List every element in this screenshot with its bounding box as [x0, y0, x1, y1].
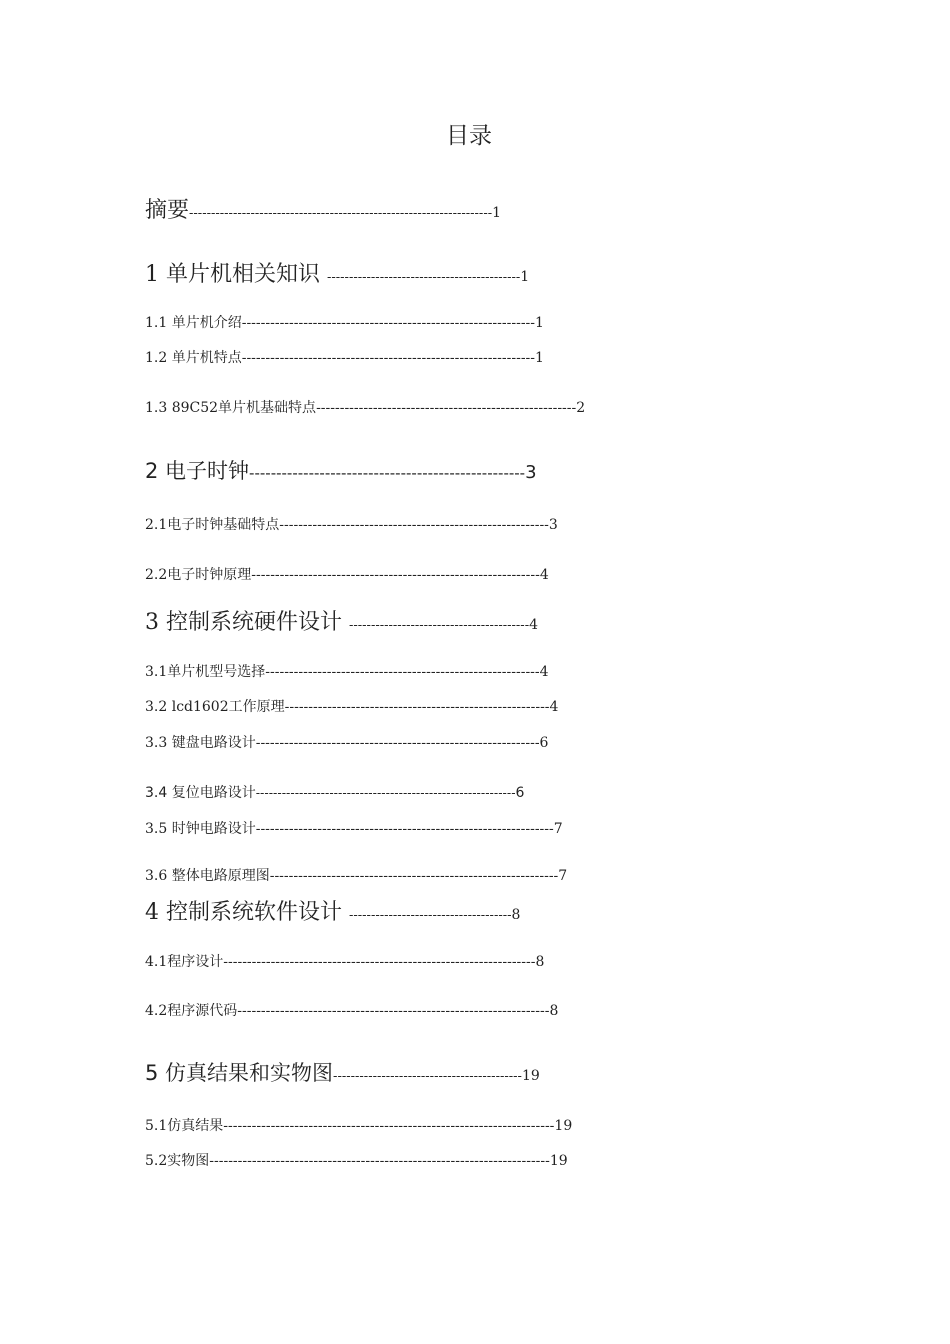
- toc-entry-label: 1 单片机相关知识: [145, 262, 327, 287]
- toc-entry: [145, 568, 549, 582]
- toc-entry: [145, 822, 563, 836]
- toc-entry-leader: ----------------------------------------------------------------------: [223, 1118, 555, 1134]
- toc-entry-label: 5.2实物图: [145, 1153, 210, 1169]
- toc-entry-leader: ---------------------------------------------------------: [279, 517, 549, 533]
- toc-entry-page: 4: [549, 699, 559, 715]
- toc-entry-leader: --------------------------------------------------------------: [241, 350, 536, 366]
- toc-entry-label: 3 控制系统硬件设计: [145, 610, 349, 635]
- toc-entry-page: 8: [535, 954, 545, 970]
- toc-entry-label: 4 控制系统软件设计: [145, 900, 349, 925]
- toc-entry: [145, 786, 524, 800]
- toc-entry: [145, 200, 501, 222]
- toc-entry-leader: ------------------------------------------------------------------: [237, 1003, 550, 1019]
- toc-entry-page: 1: [535, 315, 544, 331]
- toc-entry-leader: ------------------------------------------------------------: [255, 735, 540, 751]
- toc-entry: [145, 1004, 558, 1018]
- toc-entry-leader: ---------------------------------------------------------------: [255, 821, 554, 837]
- toc-entry: [145, 1154, 568, 1168]
- toc-entry-label: 3.4 复位电路设计: [145, 785, 256, 801]
- toc-entry-page: 3: [525, 462, 537, 483]
- toc-entry-label: 4.2程序源代码: [145, 1003, 238, 1019]
- toc-entry: [145, 1063, 540, 1084]
- toc-entry-leader: -------------------------------------: [348, 908, 512, 923]
- toc-entry-page: 19: [554, 1118, 573, 1134]
- toc-entry-label: 5 仿真结果和实物图: [145, 1061, 334, 1085]
- toc-entry-leader: ------------------------------------------------------------------------: [209, 1153, 550, 1169]
- toc-entry-page: 4: [539, 664, 549, 680]
- toc-entry-page: 2: [576, 400, 586, 416]
- toc-entry-leader: -------------------------------------------------------------: [269, 868, 559, 884]
- toc-entry: [145, 351, 544, 365]
- toc-entry-label: 3.5 时钟电路设计: [145, 821, 256, 837]
- toc-entry-leader: ----------------------------------------------------------: [265, 664, 540, 680]
- toc-entry: [145, 955, 544, 969]
- toc-entry: [145, 700, 558, 714]
- toc-entry-leader: ---------------------------------------------------: [249, 464, 526, 482]
- toc-entry-leader: --------------------------------------------------------------: [241, 315, 536, 331]
- toc-entry-leader: -----------------------------------------: [348, 618, 530, 633]
- toc-entry-label: 2.2电子时钟原理: [145, 567, 252, 583]
- toc-entry: [145, 869, 567, 883]
- toc-entry: [145, 264, 529, 286]
- toc-entry-label: 摘要: [145, 198, 190, 223]
- toc-entry-label: 5.1仿真结果: [145, 1118, 224, 1134]
- toc-entry-label: 1.1 单片机介绍: [145, 315, 242, 331]
- toc-entry-page: 1: [520, 269, 530, 285]
- toc-entry: [145, 518, 558, 532]
- toc-entry-page: 1: [535, 350, 544, 366]
- toc-entry: [145, 316, 544, 330]
- toc-entry: [145, 401, 585, 415]
- toc-entry: [145, 461, 537, 482]
- toc-entry-leader: -------------------------------------------: [333, 1069, 522, 1084]
- toc-entry-label: 3.3 键盘电路设计: [145, 735, 256, 751]
- toc-entry-page: 7: [553, 821, 563, 837]
- toc-entry-leader: -------------------------------------------------------: [316, 400, 577, 416]
- toc-entry-page: 8: [511, 907, 521, 923]
- toc-entry: [145, 1119, 572, 1133]
- toc-entry-page: 6: [539, 735, 549, 751]
- toc-entry-label: 3.6 整体电路原理图: [145, 868, 270, 884]
- toc-entry-page: 1: [492, 205, 502, 221]
- toc-title: 目录: [446, 123, 492, 149]
- toc-entry-leader: ------------------------------------------------------------: [255, 786, 516, 800]
- toc-entry-page: 6: [515, 785, 525, 801]
- toc-entry-label: 3.1单片机型号选择: [145, 664, 266, 680]
- toc-entry-label: 2 电子时钟: [145, 459, 250, 483]
- toc-entry-label: 4.1程序设计: [145, 954, 224, 970]
- toc-entry-page: 19: [549, 1153, 568, 1169]
- toc-entry-leader: ---------------------------------------------------------------------: [189, 206, 493, 221]
- toc-entry-label: 1.2 单片机特点: [145, 350, 242, 366]
- toc-entry: [145, 736, 548, 750]
- toc-entry-leader: --------------------------------------------: [326, 270, 521, 285]
- toc-entry: [145, 612, 538, 634]
- toc-entry-label: 2.1电子时钟基础特点: [145, 517, 280, 533]
- toc-entry-page: 4: [539, 567, 549, 583]
- toc-entry-page: 4: [529, 617, 539, 633]
- toc-entry-page: 7: [558, 868, 568, 884]
- toc-entry-label: 1.3 89C52单片机基础特点: [145, 400, 317, 416]
- toc-entry: [145, 902, 520, 924]
- toc-entry-leader: ------------------------------------------------------------------: [223, 954, 536, 970]
- toc-entry-leader: --------------------------------------------------------: [284, 699, 550, 715]
- toc-entry-page: 19: [521, 1068, 540, 1084]
- toc-entry-page: 8: [549, 1003, 559, 1019]
- toc-entry-label: 3.2 lcd1602工作原理: [145, 699, 285, 715]
- toc-entry-leader: -------------------------------------------------------------: [251, 567, 540, 583]
- toc-entry-page: 3: [548, 517, 558, 533]
- toc-entry: [145, 665, 549, 679]
